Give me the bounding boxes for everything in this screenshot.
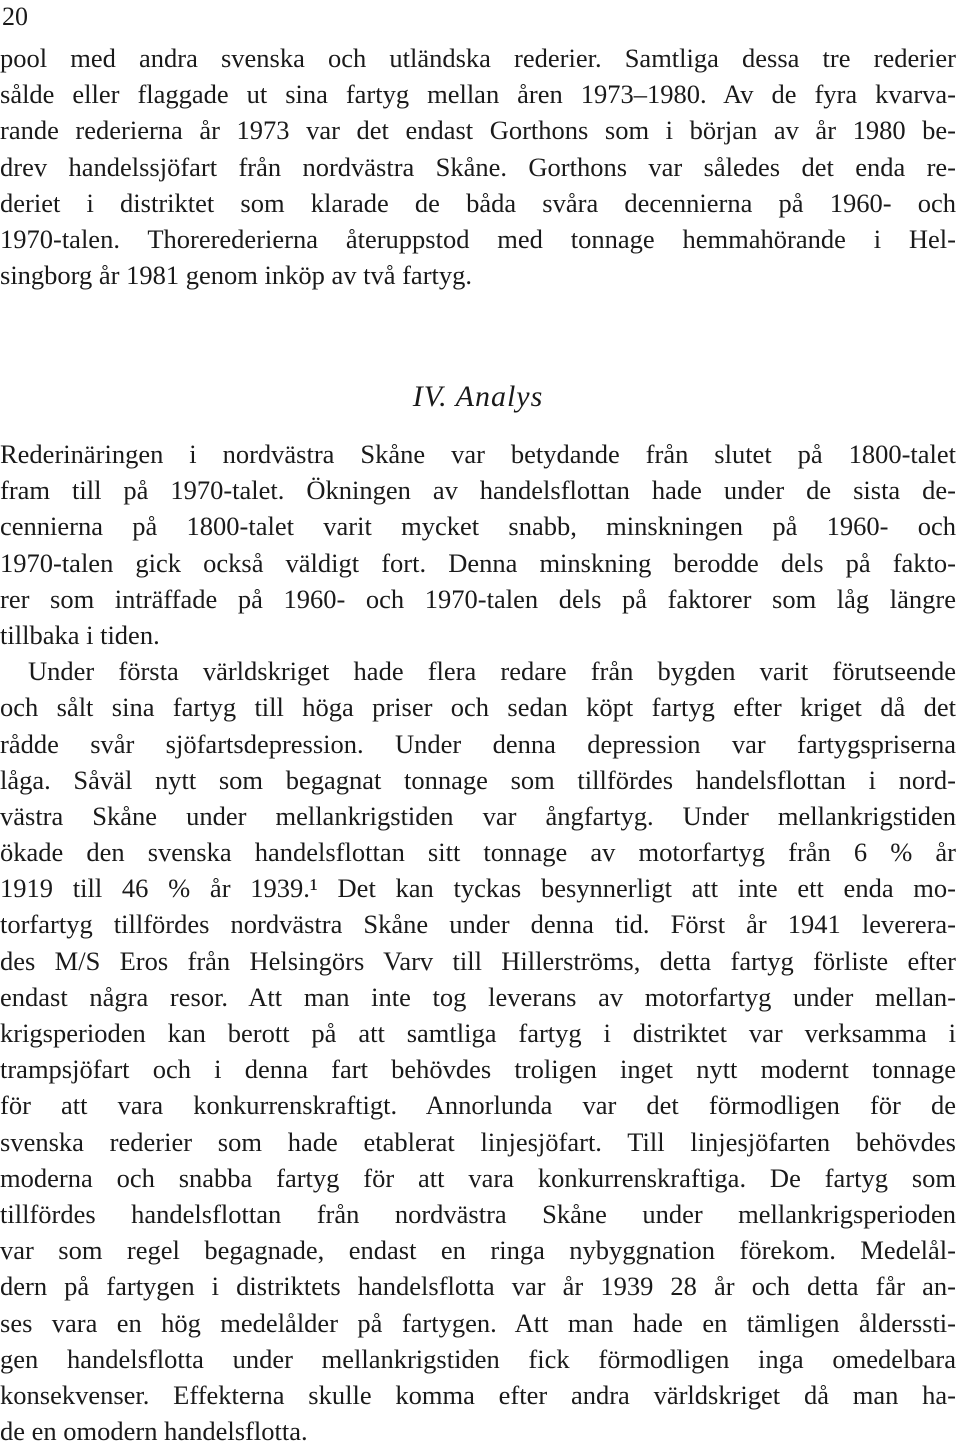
text-line: var som regel begagnade, endast en ringa nybyggnation förekom. Medelål-: [0, 1235, 956, 1266]
text-line: pool med andra svenska och utländska rederier. Samtliga dessa tre rederier: [0, 43, 956, 73]
text-line: och sålt sina fartyg till höga priser och sedan köpt fartyg efter kriget då det: [0, 692, 956, 723]
text-line: svenska rederier som hade etablerat linjesjöfart. Till linjesjöfarten behövdes: [0, 1126, 956, 1157]
text-line: gen handelsflotta under mellankrigstiden fick förmodligen inga omedelbara: [0, 1343, 956, 1374]
text-line: 1919 till 46 % år 1939.¹ Det kan tyckas besynnerligt att inte ett enda mo-: [0, 873, 956, 904]
text-line: ökade den svenska handelsflottan sitt tonnage av motorfartyg från 6 % år: [0, 837, 956, 868]
text-line: konsekvenser. Effekterna skulle komma efter andra världskriget då man ha-: [0, 1379, 956, 1410]
text-line: krigsperioden kan berott på att samtliga fartyg i distriktet var verksamma i: [0, 1018, 956, 1048]
text-line: Under första världskriget hade flera redare från bygden varit förutseende: [28, 656, 956, 687]
text-line: torfartyg tillfördes nordvästra Skåne under denna tid. Först år 1941 leverera-: [0, 909, 956, 940]
text-line: rådde svår sjöfartsdepression. Under denna depression var fartygspriserna: [0, 728, 956, 759]
text-line: de en omodern handelsflotta.: [0, 1416, 308, 1447]
text-line: des M/S Eros från Helsingörs Varv till Hillerströms, detta fartyg förliste efter: [0, 945, 956, 976]
text-line: endast några resor. Att man inte tog leverans av motorfartyg under mellan-: [0, 981, 956, 1012]
section-heading: IV. Analys: [412, 380, 544, 413]
text-line: tillbaka i tiden.: [0, 619, 160, 650]
page-number: 20: [2, 2, 28, 31]
paragraph-shipping-companies: [0, 40, 956, 293]
text-line: dern på fartygen i distriktets handelsflotta var år 1939 28 år och detta får an-: [0, 1271, 956, 1302]
text-line: singborg år 1981 genom inköp av två fartyg.: [0, 260, 473, 291]
text-line: deriet i distriktet som klarade de båda svåra decennierna på 1960- och: [0, 187, 956, 218]
text-line: rer som inträffade på 1960- och 1970-talen dels på faktorer som låg längre: [0, 583, 956, 614]
text-line: rande rederierna år 1973 var det endast Gorthons som i början av år 1980 be-: [0, 115, 956, 146]
text-line: Rederinäringen i nordvästra Skåne var betydande från slutet på 1800-talet: [0, 439, 956, 469]
text-line: moderna och snabba fartyg för att vara konkurrenskraftiga. De fartyg som: [0, 1162, 956, 1193]
text-line: drev handelssjöfart från nordvästra Skåne. Gorthons var således det enda re-: [0, 151, 956, 182]
section-analysis-body: [0, 436, 956, 1449]
text-line: tillfördes handelsflottan från nordvästra Skåne under mellankrigsperioden: [0, 1198, 956, 1229]
text-line: låga. Såväl nytt som begagnat tonnage som tillfördes handelsflottan i nord-: [0, 764, 956, 795]
text-line: fram till på 1970-talet. Ökningen av handelsflottan hade under de sista de-: [0, 475, 956, 506]
text-line: cennierna på 1800-talet varit mycket snabb, minskningen på 1960- och: [0, 511, 956, 542]
text-line: för att vara konkurrenskraftigt. Annorlunda var det förmodligen för de: [0, 1090, 956, 1121]
text-line: trampsjöfart och i denna fart behövdes troligen inget nytt modernt tonnage: [0, 1054, 956, 1085]
text-line: 1970-talen. Thorerederierna återuppstod med tonnage hemmahörande i Hel-: [0, 223, 956, 254]
text-line: 1970-talen gick också väldigt fort. Denna minskning berodde dels på fakto-: [0, 547, 956, 578]
text-line: sålde eller flaggade ut sina fartyg mellan åren 1973–1980. Av de fyra kvarva-: [0, 79, 956, 110]
text-line: västra Skåne under mellankrigstiden var ångfartyg. Under mellankrigstiden: [0, 800, 956, 831]
text-line: ses vara en hög medelålder på fartygen. Att man hade en tämligen ålderssti-: [0, 1307, 956, 1338]
